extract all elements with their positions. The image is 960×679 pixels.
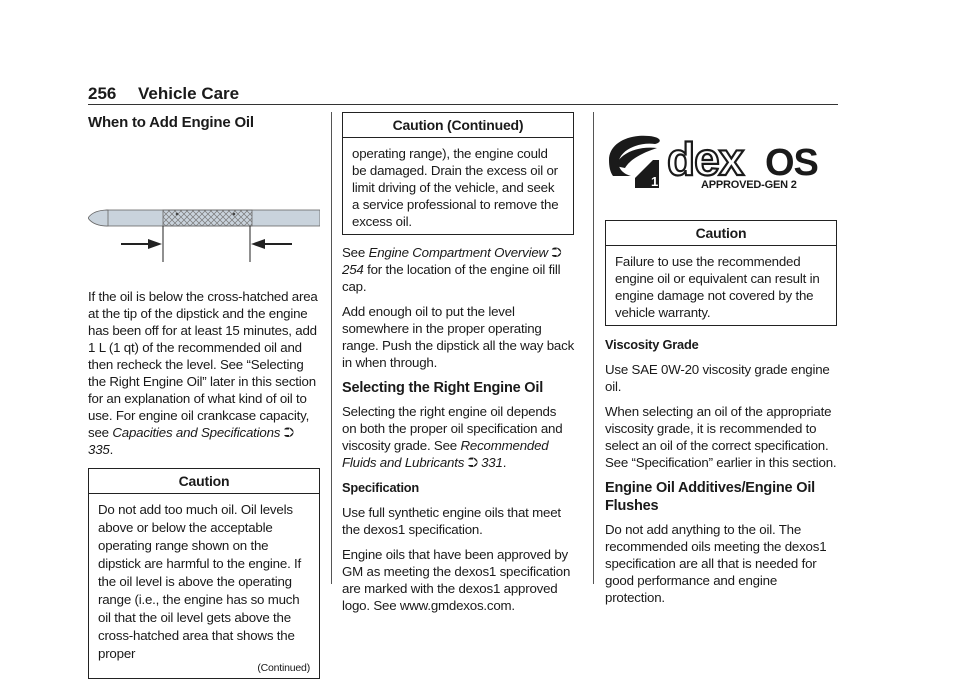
paragraph-spec: Use full synthetic engine oils that meet the dexos1 specification. bbox=[342, 505, 561, 537]
column-2 bbox=[342, 112, 574, 622]
heading-additives: Engine Oil Additives/Engine Oil Flushes bbox=[605, 480, 815, 514]
column-divider-1 bbox=[331, 112, 332, 584]
column-1 bbox=[88, 114, 320, 679]
column-3 bbox=[605, 114, 837, 614]
dexos-logo bbox=[605, 130, 837, 192]
dexos-logo-icon bbox=[605, 130, 837, 192]
heading-selecting-oil: Selecting the Right Engine Oil bbox=[342, 380, 544, 396]
caution-box-1 bbox=[88, 468, 320, 679]
paragraph-selecting: Selecting the right engine oil depends on both the proper oil specification and viscosity grade. See Recommended Fluids and Lubricants ⮊ 331. bbox=[342, 404, 563, 470]
page-ref-icon: ⮊ bbox=[283, 425, 294, 440]
svg-text:OS: OS bbox=[765, 142, 818, 184]
dipstick-illustration bbox=[88, 202, 320, 266]
paragraph-when-to-add: If the oil is below the cross-hatched area at the tip of the dipstick and the engine has been off for at least 15 minutes, add 1 L (1 qt) of the recommended oil and then recheck the level. See “Selecting the Right Engine Oil” later in this section for an explanation of what kind of oil to use. For engine oil crankcase capacity, see Capacities and Specifications ⮊ 335. bbox=[88, 289, 318, 457]
continued-label: (Continued) bbox=[257, 662, 310, 674]
caution-title: Caution bbox=[89, 469, 319, 494]
paragraph-approved: Engine oils that have been approved by GM as meeting the dexos1 specification are marked with the dexos1 approved logo. See www.gmdexos.com. bbox=[342, 547, 571, 613]
paragraph-additives: Do not add anything to the oil. The recommended oils meeting the dexos1 specification are all that is needed for good performance and engine protection. bbox=[605, 522, 827, 605]
ref-engine-compartment[interactable]: Engine Compartment Overview bbox=[368, 245, 548, 260]
subheading-specification: Specification bbox=[342, 480, 420, 495]
page-header bbox=[88, 84, 838, 104]
heading-when-to-add-oil: When to Add Engine Oil bbox=[88, 114, 254, 131]
column-divider-2 bbox=[593, 112, 594, 584]
caution-box-2 bbox=[605, 220, 837, 326]
caution-body: operating range), the engine could be damaged. Drain the excess oil or limit driving of the vehicle, and seek a service professional to remove the excess oil. bbox=[352, 146, 559, 229]
dipstick-icon bbox=[88, 202, 320, 266]
caution-body: Do not add too much oil. Oil levels above or below the acceptable operating range shown on the dipstick are harmful to the engine. If the oil level is above the operating range (i.e., the engine has so much oil that the oil level gets above the cross-hatched area that shows the proper (Continued) bbox=[98, 502, 310, 674]
caution-box-continued bbox=[342, 112, 574, 235]
paragraph-add-oil: Add enough oil to put the level somewhere in the proper operating range. Push the dipstick all the way back in when through. bbox=[342, 304, 575, 370]
svg-text:dex: dex bbox=[667, 133, 744, 185]
svg-text:APPROVED-GEN 2: APPROVED-GEN 2 bbox=[701, 179, 797, 191]
section-title: Vehicle Care bbox=[138, 84, 240, 103]
caution-title: Caution (Continued) bbox=[343, 113, 573, 138]
page-number: 256 bbox=[88, 84, 117, 103]
ref-fluids[interactable]: Recommended Fluids and Lubricants bbox=[342, 438, 549, 470]
ref-capacities[interactable]: Capacities and Specifications bbox=[112, 425, 281, 440]
page-ref-icon: ⮊ bbox=[551, 245, 562, 260]
caution-title: Caution bbox=[606, 221, 836, 246]
subheading-viscosity: Viscosity Grade bbox=[605, 337, 699, 352]
svg-text:1: 1 bbox=[651, 174, 659, 189]
paragraph-select-grade: When selecting an oil of the appropriate viscosity grade, it is recommended to select an oil of the correct specification. See “Specification” earlier in this section. bbox=[605, 404, 837, 470]
page-ref-icon: ⮊ bbox=[467, 455, 478, 470]
paragraph-viscosity: Use SAE 0W-20 viscosity grade engine oil. bbox=[605, 362, 830, 394]
paragraph-fill-cap: See Engine Compartment Overview ⮊ 254 for the location of the engine oil fill cap. bbox=[342, 245, 562, 294]
header-rule bbox=[88, 104, 838, 105]
caution-body: Failure to use the recommended engine oil or equivalent can result in engine damage not covered by the vehicle warranty. bbox=[615, 254, 820, 320]
